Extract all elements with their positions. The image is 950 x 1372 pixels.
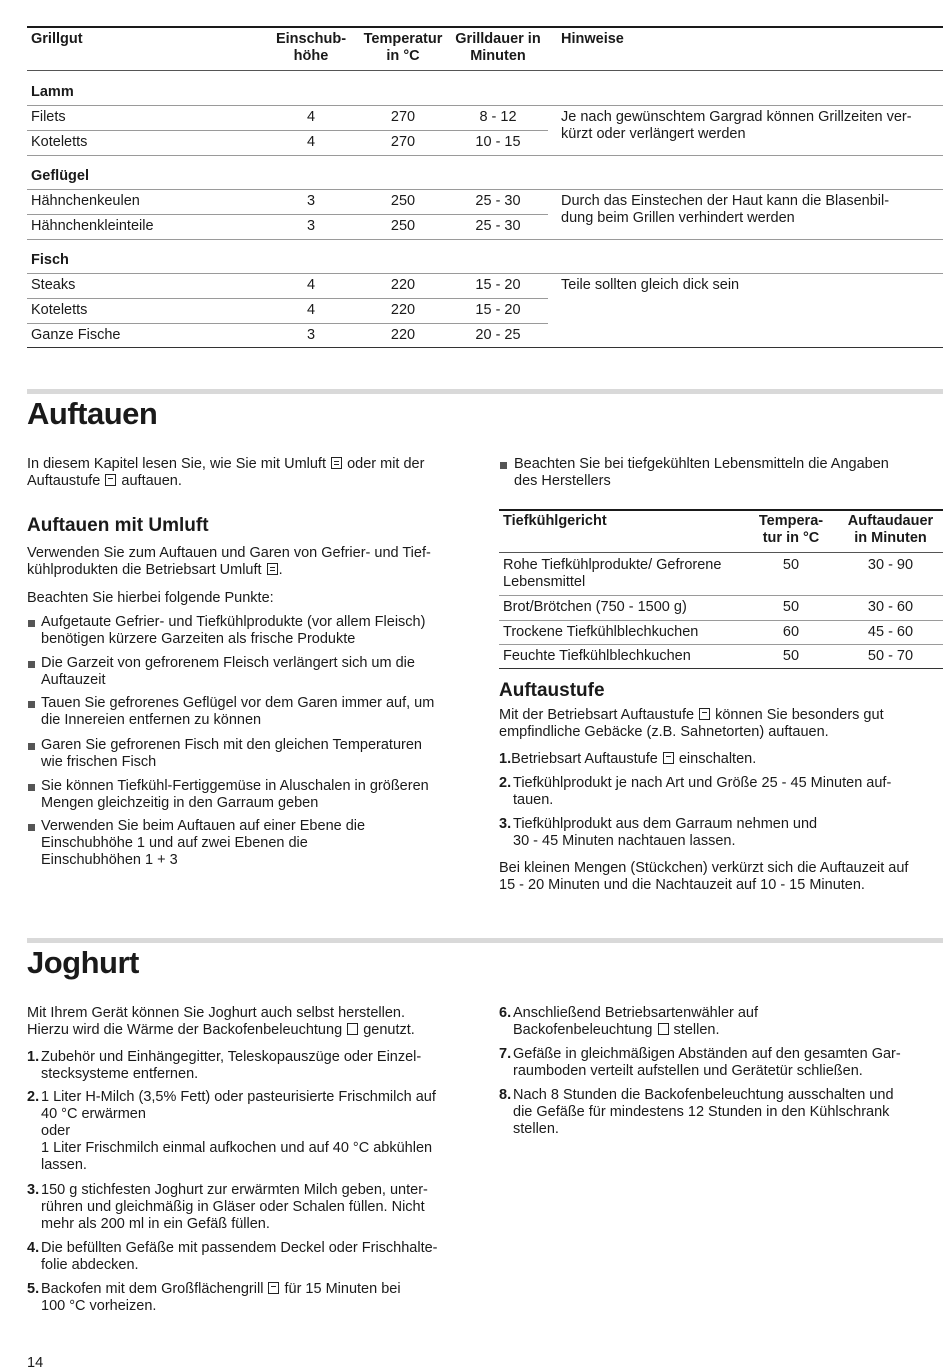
bullet-icon bbox=[28, 784, 35, 791]
row-rule bbox=[27, 239, 943, 240]
cell-name: Steaks bbox=[31, 277, 76, 293]
cell-einschub: 4 bbox=[306, 134, 316, 150]
row-rule bbox=[27, 214, 548, 215]
list-item: Verwenden Sie beim Auftauen auf einer Ebene die Einschubhöhe 1 und auf zwei Ebenen die Einschubhöhen 1 + 3 bbox=[41, 818, 366, 868]
table-bottom-rule bbox=[27, 347, 943, 348]
cell-temp: 270 bbox=[390, 134, 416, 150]
lamp-icon bbox=[347, 1023, 358, 1035]
cell-einschub: 4 bbox=[306, 302, 316, 318]
cell-hinweis: Je nach gewünschtem Gargrad können Grillzeiten ver- kürzt oder verlängert werden bbox=[561, 109, 912, 142]
cell-temp: 60 bbox=[782, 624, 800, 640]
step-number: 5. bbox=[27, 1281, 40, 1297]
umluft-icon bbox=[267, 563, 278, 575]
cell-hinweis: Teile sollten gleich dick sein bbox=[561, 277, 740, 293]
cell-dauer: 25 - 30 bbox=[475, 218, 521, 234]
row-rule bbox=[499, 644, 943, 645]
list-item: Gefäße in gleichmäßigen Abständen auf den gesamten Gar- raumboden verteilt aufstellen und Gerätetür schließen. bbox=[513, 1046, 901, 1079]
auftaustufe-icon bbox=[105, 474, 116, 486]
cell-name: Koteletts bbox=[31, 134, 88, 150]
list-item: Garen Sie gefrorenen Fisch mit den gleichen Temperaturen wie frischen Fisch bbox=[41, 737, 422, 770]
list-item: 1.Betriebsart Auftaustufe einschalten. bbox=[499, 751, 757, 767]
list-item: Sie können Tiefkühl-Fertiggemüse in Aluschalen in größeren Mengen gleichzeitig in den Garraum geben bbox=[41, 778, 429, 811]
cell-temp: 270 bbox=[390, 109, 416, 125]
col-header-einschub: Einschub- höhe bbox=[275, 31, 347, 64]
cell-temp: 50 bbox=[782, 599, 800, 615]
umluft-hint: Beachten Sie hierbei folgende Punkte: bbox=[27, 590, 274, 606]
col-header-hinweise: Hinweise bbox=[561, 31, 624, 47]
cell-dauer: 8 - 12 bbox=[479, 109, 517, 125]
list-item: Anschließend Betriebsartenwähler auf Backofenbeleuchtung stellen. bbox=[513, 1005, 759, 1038]
row-rule bbox=[27, 298, 548, 299]
cell-name: Koteletts bbox=[31, 302, 88, 318]
row-rule bbox=[27, 130, 548, 131]
cell-hinweis: Durch das Einstechen der Haut kann die Blasenbil- dung beim Grillen verhindert werden bbox=[561, 193, 890, 226]
lamp-icon bbox=[658, 1023, 669, 1035]
cell-name: Filets bbox=[31, 109, 66, 125]
cell-einschub: 3 bbox=[306, 327, 316, 343]
col-header-tiefkuehlgericht: Tiefkühlgericht bbox=[503, 513, 607, 529]
list-item: Nach 8 Stunden die Backofenbeleuchtung ausschalten und die Gefäße für mindestens 12 Stunden in den Kühlschrank stellen. bbox=[513, 1087, 894, 1137]
cell-name: Rohe Tiefkühlprodukte/ Gefrorene Lebensmittel bbox=[503, 557, 722, 590]
cell-dauer: 20 - 25 bbox=[475, 327, 521, 343]
manufacturer-hint: Beachten Sie bei tiefgekühlten Lebensmitteln die Angaben des Herstellers bbox=[514, 456, 889, 489]
list-item: 150 g stichfesten Joghurt zur erwärmten Milch geben, unter- rühren und gleichmäßig in Gläser oder Schalen füllen. Nicht mehr als 200 ml in ein Gefäß füllen. bbox=[41, 1182, 428, 1232]
list-item: Zubehör und Einhängegitter, Teleskopauszüge oder Einzel- stecksysteme entfernen. bbox=[41, 1049, 422, 1082]
section-divider bbox=[27, 389, 943, 394]
col-header-temperatur: Tempera- tur in °C bbox=[758, 513, 824, 546]
cell-dauer: 30 - 90 bbox=[867, 557, 914, 573]
bullet-icon bbox=[28, 620, 35, 627]
col-header-auftaudauer: Auftaudauer in Minuten bbox=[847, 513, 934, 546]
list-item: 1 Liter H-Milch (3,5% Fett) oder pasteurisierte Frischmilch auf 40 °C erwärmen oder 1 Liter Frischmilch einmal aufkochen und auf 40 °C abkühlen lassen. bbox=[41, 1089, 436, 1173]
group-label: Lamm bbox=[31, 84, 74, 100]
step-number: 2. bbox=[499, 775, 512, 791]
auftaustufe-icon bbox=[663, 752, 674, 764]
bullet-icon bbox=[28, 743, 35, 750]
cell-name: Ganze Fische bbox=[31, 327, 121, 343]
list-item: Tiefkühlprodukt aus dem Garraum nehmen und 30 - 45 Minuten nachtauen lassen. bbox=[513, 816, 818, 849]
page-number: 14 bbox=[27, 1355, 44, 1371]
list-item: Aufgetaute Gefrier- und Tiefkühlprodukte (vor allem Fleisch) benötigen kürzere Garzeiten als frische Produkte bbox=[41, 614, 426, 647]
step-number: 1. bbox=[27, 1049, 40, 1065]
row-rule bbox=[27, 323, 548, 324]
group-label: Geflügel bbox=[31, 168, 90, 184]
auftaustufe-icon bbox=[699, 708, 710, 720]
col-header-grilldauer: Grilldauer in Minuten bbox=[455, 31, 541, 64]
bullet-icon bbox=[28, 661, 35, 668]
list-item: Die befüllten Gefäße mit passendem Deckel oder Frischhalte- folie abdecken. bbox=[41, 1240, 438, 1273]
cell-temp: 50 bbox=[782, 557, 800, 573]
header-rule bbox=[499, 552, 943, 553]
cell-einschub: 4 bbox=[306, 109, 316, 125]
cell-dauer: 25 - 30 bbox=[475, 193, 521, 209]
table-bottom-rule bbox=[499, 668, 943, 669]
cell-dauer: 45 - 60 bbox=[867, 624, 914, 640]
list-item: Die Garzeit von gefrorenem Fleisch verlängert sich um die Auftauzeit bbox=[41, 655, 415, 688]
cell-temp: 220 bbox=[390, 302, 416, 318]
cell-name: Hähnchenkeulen bbox=[31, 193, 140, 209]
step-number: 8. bbox=[499, 1087, 512, 1103]
step-number: 6. bbox=[499, 1005, 512, 1021]
step-number: 7. bbox=[499, 1046, 512, 1062]
row-rule bbox=[499, 595, 943, 596]
umluft-paragraph: Verwenden Sie zum Auftauen und Garen von Gefrier- und Tief- kühlprodukten die Betriebsart Umluft . bbox=[27, 545, 431, 578]
step-number: 3. bbox=[499, 816, 512, 832]
col-header-grillgut: Grillgut bbox=[31, 31, 83, 47]
row-rule bbox=[27, 155, 943, 156]
step-number: 3. bbox=[27, 1182, 40, 1198]
list-item: Backofen mit dem Großflächengrill für 15 Minuten bei 100 °C vorheizen. bbox=[41, 1281, 401, 1314]
cell-einschub: 3 bbox=[306, 218, 316, 234]
section-title-joghurt: Joghurt bbox=[27, 945, 139, 980]
cell-dauer: 10 - 15 bbox=[475, 134, 521, 150]
list-item: Tauen Sie gefrorenes Geflügel vor dem Garen immer auf, um die Innereien entfernen zu können bbox=[41, 695, 435, 728]
cell-name: Feuchte Tiefkühlblechkuchen bbox=[503, 648, 691, 664]
cell-temp: 250 bbox=[390, 193, 416, 209]
auftauen-intro: In diesem Kapitel lesen Sie, wie Sie mit Umluft oder mit der Auftaustufe auftauen. bbox=[27, 456, 425, 489]
cell-temp: 250 bbox=[390, 218, 416, 234]
grill-icon bbox=[268, 1282, 279, 1294]
subsection-title-auftaustufe: Auftaustufe bbox=[499, 680, 605, 701]
bullet-icon bbox=[500, 462, 507, 469]
subsection-title-umluft: Auftauen mit Umluft bbox=[27, 515, 209, 536]
cell-einschub: 4 bbox=[306, 277, 316, 293]
bullet-icon bbox=[28, 701, 35, 708]
cell-dauer: 30 - 60 bbox=[867, 599, 914, 615]
table-top-rule bbox=[499, 509, 943, 511]
section-title-auftauen: Auftauen bbox=[27, 396, 158, 431]
row-rule bbox=[27, 189, 943, 190]
row-rule bbox=[499, 620, 943, 621]
auftaustufe-note: Bei kleinen Mengen (Stückchen) verkürzt sich die Auftauzeit auf 15 - 20 Minuten und die Nachtauzeit auf 10 - 15 Minuten. bbox=[499, 860, 909, 893]
list-item: Tiefkühlprodukt je nach Art und Größe 25 - 45 Minuten auf- tauen. bbox=[513, 775, 892, 808]
cell-dauer: 15 - 20 bbox=[475, 302, 521, 318]
step-number: 4. bbox=[27, 1240, 40, 1256]
table-top-rule bbox=[27, 26, 943, 28]
section-divider bbox=[27, 938, 943, 943]
cell-name: Trockene Tiefkühlblechkuchen bbox=[503, 624, 699, 640]
auftaustufe-paragraph: Mit der Betriebsart Auftaustufe können Sie besonders gut empfindliche Gebäcke (z.B. Sahnetorten) auftauen. bbox=[499, 707, 884, 740]
cell-temp: 220 bbox=[390, 327, 416, 343]
umluft-icon bbox=[331, 457, 342, 469]
step-number: 2. bbox=[27, 1089, 40, 1105]
joghurt-intro: Mit Ihrem Gerät können Sie Joghurt auch selbst herstellen. Hierzu wird die Wärme der Backofenbeleuchtung genutzt. bbox=[27, 1005, 415, 1038]
row-rule bbox=[27, 105, 943, 106]
row-rule bbox=[27, 273, 943, 274]
cell-dauer: 15 - 20 bbox=[475, 277, 521, 293]
cell-temp: 220 bbox=[390, 277, 416, 293]
cell-name: Hähnchenkleinteile bbox=[31, 218, 154, 234]
cell-temp: 50 bbox=[782, 648, 800, 664]
cell-dauer: 50 - 70 bbox=[867, 648, 914, 664]
group-label: Fisch bbox=[31, 252, 69, 268]
header-rule bbox=[27, 70, 943, 71]
cell-name: Brot/Brötchen (750 - 1500 g) bbox=[503, 599, 687, 615]
bullet-icon bbox=[28, 824, 35, 831]
col-header-temperatur: Temperatur in °C bbox=[363, 31, 443, 64]
cell-einschub: 3 bbox=[306, 193, 316, 209]
